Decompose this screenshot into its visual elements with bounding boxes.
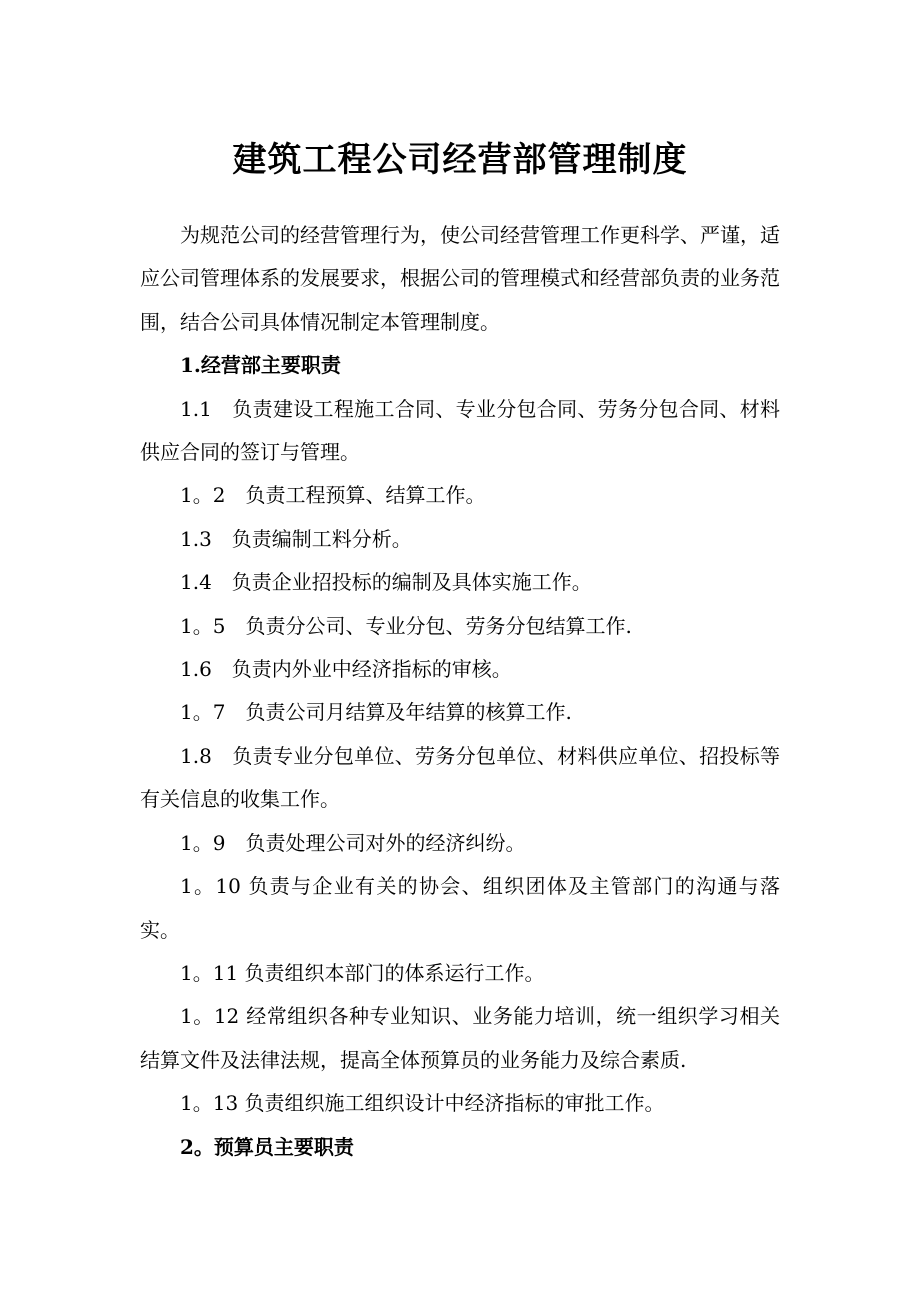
intro-paragraph: 为规范公司的经营管理行为，使公司经营管理工作更科学、严谨，适应公司管理体系的发展要求，根据公司的管理模式和经营部负责的业务范围，结合公司具体情况制定本管理制度。 bbox=[140, 223, 780, 334]
duty-item-1-7: 1。7 负责公司月结算及年结算的核算工作. bbox=[180, 700, 572, 725]
duty-item-1-5: 1。5 负责分公司、专业分包、劳务分包结算工作. bbox=[180, 613, 632, 638]
duty-item-1-2: 1。2 负责工程预算、结算工作。 bbox=[180, 483, 486, 508]
duty-item-1-12: 1。12 经常组织各种专业知识、业务能力培训，统一组织学习相关结算文件及法律法规，提高全体预算员的业务能力及综合素质. bbox=[140, 1004, 780, 1072]
duty-item-1-4: 1.4 负责企业招投标的编制及具体实施工作。 bbox=[180, 570, 592, 595]
duty-item-1-11: 1。11 负责组织本部门的体系运行工作。 bbox=[180, 960, 545, 985]
section-1-heading: 1.经营部主要职责 bbox=[180, 353, 341, 378]
document-title: 建筑工程公司经营部管理制度 bbox=[232, 140, 688, 180]
duty-item-1-13: 1。13 负责组织施工组织设计中经济指标的审批工作。 bbox=[180, 1091, 665, 1116]
duty-item-1-6: 1.6 负责内外业中经济指标的审核。 bbox=[180, 657, 512, 682]
duty-item-1-8: 1.8 负责专业分包单位、劳务分包单位、材料供应单位、招投标等有关信息的收集工作。 bbox=[140, 743, 780, 812]
section-2-heading: 2。预算员主要职责 bbox=[180, 1134, 354, 1159]
duty-item-1-10: 1。10 负责与企业有关的协会、组织团体及主管部门的沟通与落实。 bbox=[140, 874, 780, 942]
document-body bbox=[140, 214, 780, 1169]
duty-item-1-9: 1。9 负责处理公司对外的经济纠纷。 bbox=[180, 830, 526, 855]
duty-item-1-1: 1.1 负责建设工程施工合同、专业分包合同、劳务分包合同、材料供应合同的签订与管理。 bbox=[140, 396, 780, 465]
duty-item-1-3: 1.3 负责编制工料分析。 bbox=[180, 526, 412, 551]
